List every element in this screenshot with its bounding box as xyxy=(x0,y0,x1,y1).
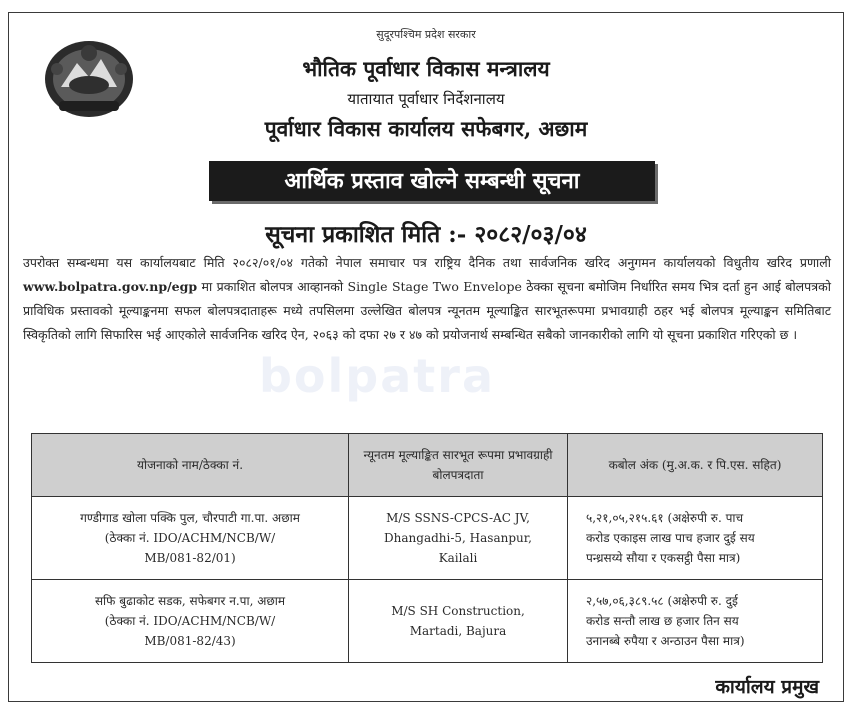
notice-frame xyxy=(8,12,844,702)
table-header-row xyxy=(32,434,823,497)
bidder-name: M/S SSNS-CPCS-AC JV, xyxy=(386,511,530,525)
bid-amount: ५,२१,०५,२१५.६१ (अक्षेरुपी रु. पाच xyxy=(585,511,744,525)
table-row xyxy=(32,580,823,663)
bidder-address: Martadi, Bajura xyxy=(409,624,507,638)
table-row xyxy=(32,497,823,580)
bid-amount-words: करोड सन्तौ लाख छ हजार तिन सय xyxy=(585,614,739,628)
office-name: पूर्वाधार विकास कार्यालय सफेबगर, अछाम xyxy=(264,116,588,141)
contract-number: (ठेक्का नं. IDO/ACHM/NCB/W/ xyxy=(104,614,276,628)
row-bidder-cell xyxy=(349,497,568,580)
directorate-name: यातायात पूर्वाधार निर्देशनालय xyxy=(347,90,505,108)
header-bidder: न्यूनतम मूल्याङ्कित सारभूत रूपमा प्रभावग्राही बोलपत्रदाता xyxy=(349,434,568,497)
bid-results-table xyxy=(31,433,823,663)
contract-number: (ठेक्का नं. IDO/ACHM/NCB/W/ xyxy=(104,531,276,545)
project-name: गण्डीगाड खोला पक्कि पुल, चौरपाटी गा.पा. अछाम xyxy=(80,511,300,525)
row-project-cell xyxy=(32,497,349,580)
office-chief-signature: कार्यालय प्रमुख xyxy=(715,676,819,698)
bid-amount-words-cont: पन्ध्रसय्ये सौया र एकसट्ठी पैसा मात्र) xyxy=(585,551,741,565)
bid-amount-words: करोड एकाइस लाख पाच हजार दुई सय xyxy=(585,531,755,545)
bid-amount: २,५७,०६,३८९.५८ (अक्षेरुपी रु. दुई xyxy=(585,594,738,608)
contract-number-cont: MB/081-82/43) xyxy=(144,634,236,648)
egp-website-link[interactable]: www.bolpatra.gov.np/egp xyxy=(23,279,198,294)
government-motto: सुदूरपश्चिम प्रदेश सरकार xyxy=(376,28,476,41)
row-project-cell xyxy=(32,580,349,663)
publish-date: सूचना प्रकाशित मिति :- २०८२/०३/०४ xyxy=(265,221,587,248)
ministry-name: भौतिक पूर्वाधार विकास मन्त्रालय xyxy=(302,56,550,81)
row-amount-cell xyxy=(567,580,822,663)
row-bidder-cell xyxy=(349,580,568,663)
project-name: सफि बुढाकोट सडक, सफेबगर न.पा, अछाम xyxy=(94,594,286,608)
site-watermark: bolpatra xyxy=(259,349,495,403)
notice-title-banner: आर्थिक प्रस्ताव खोल्ने सम्बन्धी सूचना xyxy=(209,161,655,201)
bidder-name: M/S SH Construction, xyxy=(391,604,525,618)
notice-body xyxy=(23,251,831,347)
body-text-part1: उपरोक्त सम्बन्धमा यस कार्यालयबाट मिति २०८२/०१/०४ गतेको नेपाल समाचार पत्र राष्ट्रिय दैनिक तथा सार्वजनिक खरिद अनुगमन कार्यालयको विधुतीय खरिद प्रणाली xyxy=(23,255,831,270)
bidder-district: Kailali xyxy=(438,551,478,565)
bidder-address: Dhangadhi-5, Hasanpur, xyxy=(384,531,532,545)
header-project: योजनाको नाम/ठेक्का नं. xyxy=(32,434,349,497)
body-text-part2: मा प्रकाशित बोलपत्र आव्हानको Single Stage Two Envelope ठेक्का सूचना बमोजिम निर्धारित समय भित्र दर्ता हुन आई बोलपत्रको प्राविधिक प्रस्तावको मूल्याङ्कनमा सफल बोलपत्रदाताहरू मध्ये तपसिलमा उल्लेखित बोलपत्र न्यूनतम मूल्याङ्कित सारभूतरूपमा प्रभावग्राही ठहर भई बोलपत्र मूल्याङ्कन समितिबाट स्विकृतिको लागि सिफारिस भई आएकोले सार्वजनिक खरिद ऐन, २०६३ को दफा २७ र ४७ को प्रयोजनार्थ सम्बन्धित सबैको जानकारीको लागि यो सूचना प्रकाशित गरिएको छ । xyxy=(23,279,831,342)
row-amount-cell xyxy=(567,497,822,580)
header-amount: कबोल अंक (मु.अ.क. र पि.एस. सहित) xyxy=(567,434,822,497)
contract-number-cont: MB/081-82/01) xyxy=(144,551,236,565)
bid-amount-words-cont: उनानब्बे रुपैया र अन्ठाउन पैसा मात्र) xyxy=(585,634,745,648)
